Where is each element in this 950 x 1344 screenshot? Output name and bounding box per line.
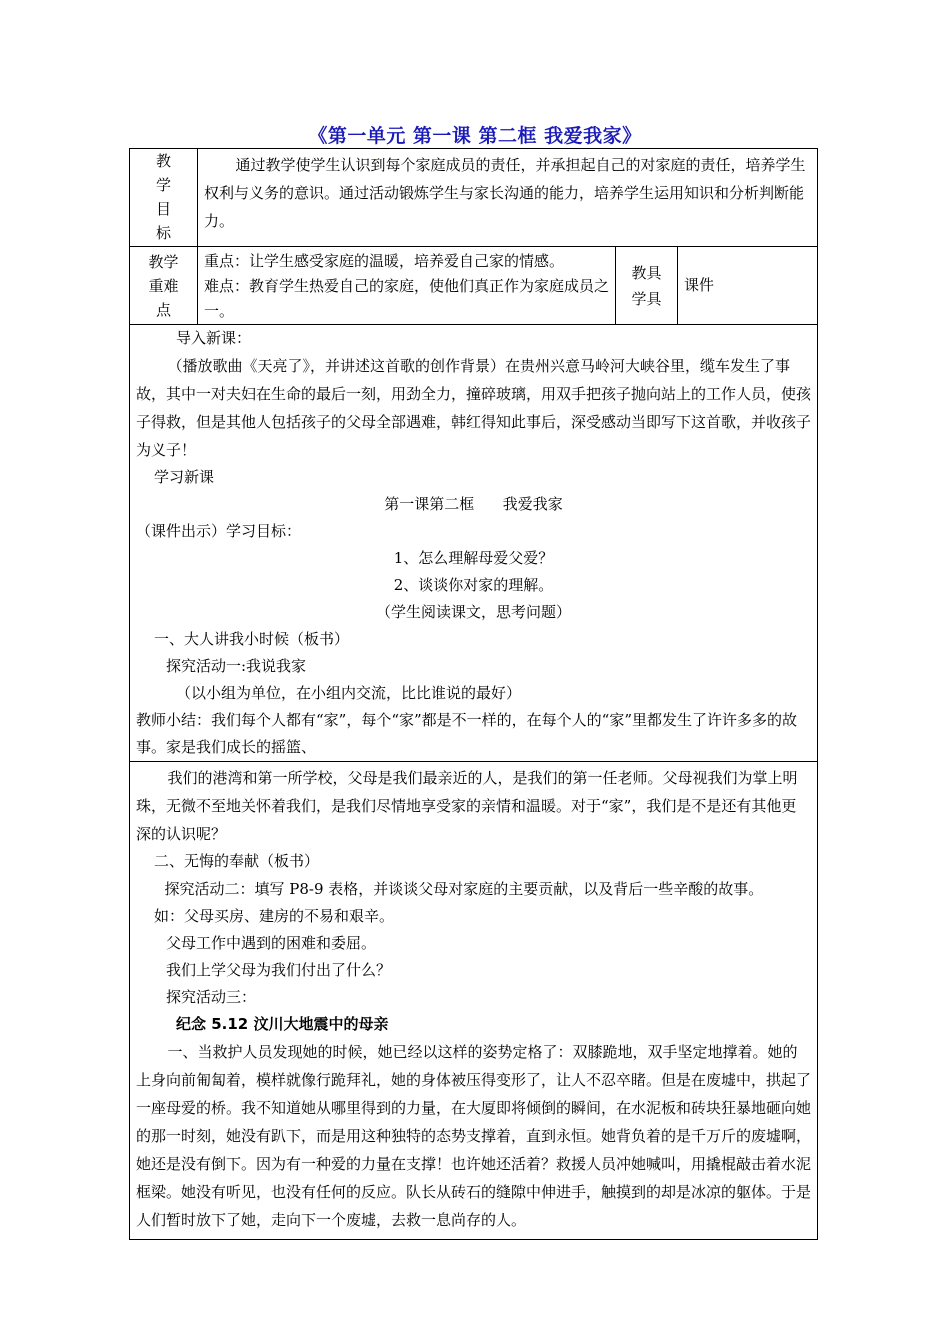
tools-value: 课件 xyxy=(678,247,818,325)
objectives-label-char: 目 xyxy=(155,200,171,218)
objectives-content xyxy=(198,149,818,247)
objectives-label-char: 学 xyxy=(155,176,171,194)
teacher-summary: 教师小结：我们每个人都有“家”，每个“家”都是不一样的，在每个人的“家”里都发生了许许多多的故事。家是我们成长的摇篮、 xyxy=(136,711,798,756)
key-points-row xyxy=(130,247,818,325)
lesson-title: 第一课第二框 我爱我家 xyxy=(384,495,563,513)
teaching-process-row-2 xyxy=(130,762,818,1240)
key-points-content xyxy=(198,247,616,325)
example-item: 我们上学父母为我们付出了什么？ xyxy=(166,961,392,979)
tools-label xyxy=(616,247,678,325)
goals-label: （课件出示）学习目标： xyxy=(136,522,302,540)
part-heading: 二、无悔的奉献（板书） xyxy=(154,852,320,870)
example-item: 父母工作中遇到的困难和委屈。 xyxy=(166,934,377,952)
goal-item: 1、怎么理解母爱父爱？ xyxy=(393,549,554,567)
objectives-row xyxy=(130,149,818,247)
story-paragraph: 一、当救护人员发现她的时候，她已经以这样的姿势定格了：双膝跪地，双手坚定地撑着。她的上身向前匍匐着，模样就像行跪拜礼，她的身体被压得变形了，让人不忍卒睹。但是在废墟中，拱起了一座母爱的桥。我不知道她从哪里得到的力量，在大厦即将倾倒的瞬间，在水泥板和砖块狂暴地砸向她的那一时刻，她没有趴下，而是用这种独特的态势支撑着，直到永恒。她背负着的是千万斤的废墟啊，她还是没有倒下。因为有一种爱的力量在支撑！也许她还活着？救援人员冲她喊叫，用撬棍敲击着水泥框梁。她没有听见，也没有任何的反应。队长从砖石的缝隙中伸进手，触摸到的却是冰凉的躯体。于是人们暂时放下了她，走向下一个废墟，去救一息尚存的人。 xyxy=(136,1043,812,1229)
part-heading: 一、大人讲我小时候（板书） xyxy=(154,630,350,648)
key-points-label-line: 点 xyxy=(155,300,171,319)
key-points-label xyxy=(130,247,198,325)
page-title: 《第一单元 第一课 第二框 我爱我家》 xyxy=(308,125,642,147)
learn-new-heading: 学习新课 xyxy=(154,468,215,486)
objectives-label xyxy=(130,149,198,247)
teaching-process-row-1 xyxy=(130,325,818,762)
reading-note: （学生阅读课文，思考问题） xyxy=(376,603,572,621)
key-points-label-line: 教学 xyxy=(148,252,179,271)
activity-note: （以小组为单位，在小组内交流，比比谁说的最好） xyxy=(176,684,522,702)
goal-item: 2、谈谈你对家的理解。 xyxy=(393,576,554,594)
teaching-process-2 xyxy=(130,762,818,1240)
tools-label-line: 教具 xyxy=(631,263,662,282)
activity-heading: 探究活动二：填写 P8-9 表格，并谈谈父母对家庭的主要贡献，以及背后一些辛酸的故事。 xyxy=(164,880,764,898)
example-item: 如：父母买房、建房的不易和艰辛。 xyxy=(154,907,395,925)
intro-text: （播放歌曲《天亮了》，并讲述这首歌的创作背景）在贵州兴意马岭河大峡谷里，缆车发生了事故，其中一对夫妇在生命的最后一刻，用劲全力，撞碎玻璃，用双手把孩子抛向站上的工作人员，使孩子得救，但是其他人包括孩子的父母全部遇难，韩红得知此事后，深受感动当即写下这首歌，并收孩子为义子！ xyxy=(136,357,812,459)
key-points-label-line: 重难 xyxy=(148,276,179,295)
objectives-text: 通过教学使学生认识到每个家庭成员的责任，并承担起自己的对家庭的责任，培养学生权利与义务的意识。通过活动锻炼学生与家长沟通的能力，培养学生运用知识和分析判断能力。 xyxy=(204,156,806,230)
tools-label-line: 学具 xyxy=(631,289,662,308)
intro-heading: 导入新课： xyxy=(176,329,252,347)
difficulty-text: 难点：教育学生热爱自己的家庭，使他们真正作为家庭成员之一。 xyxy=(204,277,610,320)
teaching-process-1 xyxy=(130,325,818,762)
activity-heading: 探究活动一:我说我家 xyxy=(166,657,307,675)
objectives-label-char: 标 xyxy=(155,224,171,242)
memorial-title: 纪念 5.12 汶川大地震中的母亲 xyxy=(176,1015,389,1033)
objectives-label-char: 教 xyxy=(155,152,171,170)
lesson-plan-table xyxy=(129,148,818,1240)
activity-heading: 探究活动三： xyxy=(166,988,257,1006)
home-paragraph: 我们的港湾和第一所学校，父母是我们最亲近的人，是我们的第一任老师。父母视我们为掌上明珠，无微不至地关怀着我们，是我们尽情地享受家的亲情和温暖。对于“家”，我们是不是还有其他更深的认识呢？ xyxy=(136,769,798,843)
focus-text: 重点：让学生感受家庭的温暖，培养爱自己家的情感。 xyxy=(204,252,565,270)
